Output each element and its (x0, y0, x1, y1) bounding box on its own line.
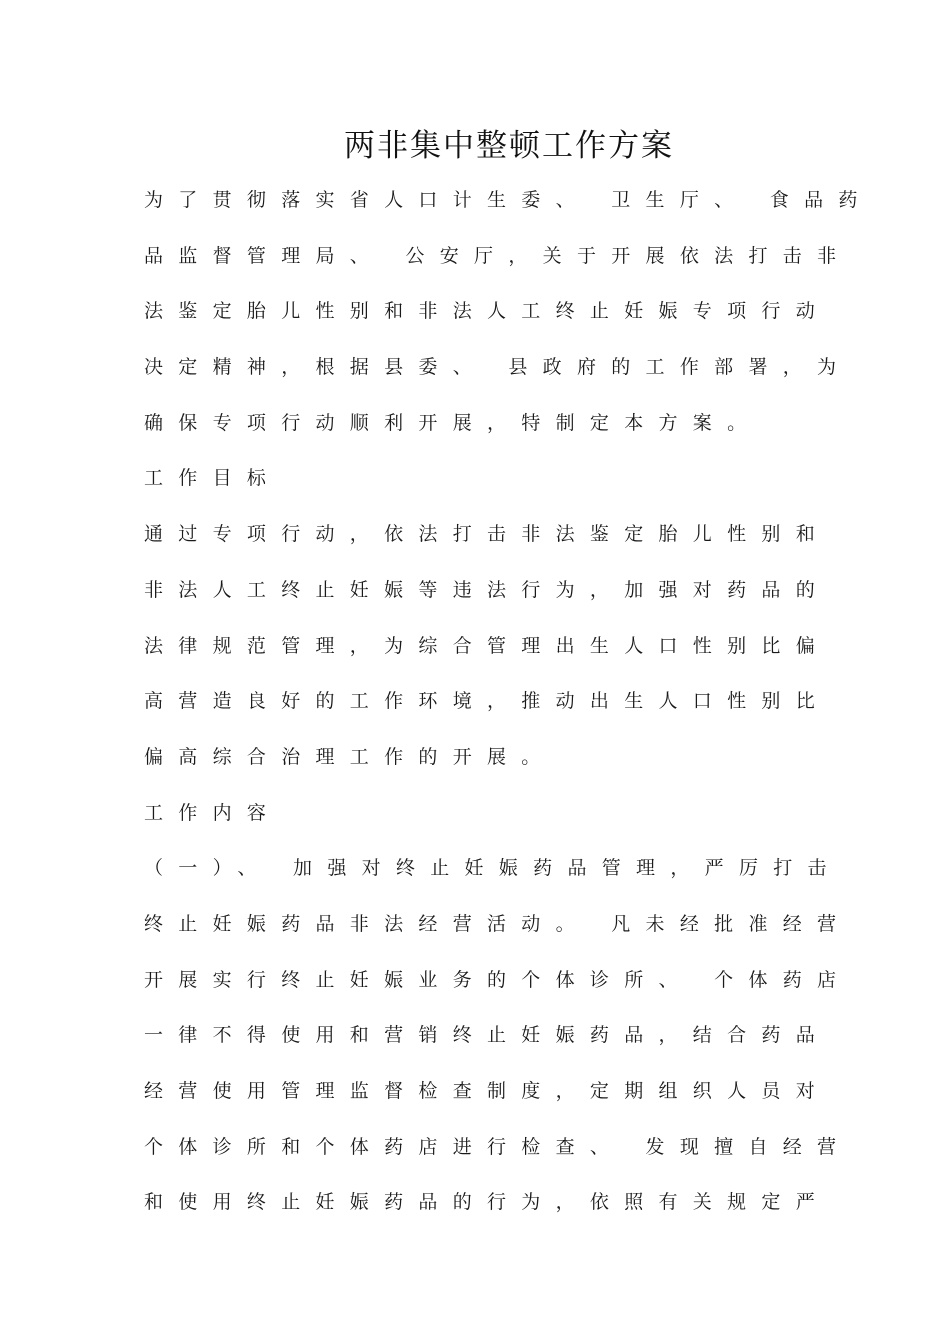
paragraph-line: 经营使用管理监督检查制度，定期组织人员对 (144, 1080, 831, 1102)
section-heading: 工作内容 (144, 801, 282, 824)
paragraph-line: 高营造良好的工作环境，推动出生人口性别比 (144, 690, 831, 713)
paragraph-line: （一）、 加强对终止妊娠药品管理，严厉打击 (144, 857, 842, 880)
paragraph-line: 通过专项行动，依法打击非法鉴定胎儿性别和 (144, 523, 831, 546)
section-heading: 工作目标 (144, 467, 282, 490)
paragraph-line: 个体诊所和个体药店进行检查、 发现擅自经营 (144, 1135, 852, 1158)
paragraph-line: 品监督管理局、 公安厅，关于开展依法打击非 (144, 244, 852, 267)
paragraph-line: 开展实行终止妊娠业务的个体诊所、 个体药店 (144, 968, 852, 991)
paragraph-line: 非法人工终止妊娠等违法行为，加强对药品的 (144, 578, 831, 601)
paragraph-line: 为了贯彻落实省人口计生委、 卫生厅、 食品药 (144, 189, 873, 211)
paragraph-line: 和使用终止妊娠药品的行为，依照有关规定严 (144, 1191, 831, 1214)
paragraph-line: 确保专项行动顺利开展，特制定本方案。 (144, 411, 762, 434)
paragraph-line: 终止妊娠药品非法经营活动。 凡未经批准经营 (144, 912, 852, 935)
paragraph-line: 法鉴定胎儿性别和非法人工终止妊娠专项行动 (144, 300, 831, 323)
paragraph-line: 法律规范管理，为综合管理出生人口性别比偏 (144, 634, 831, 657)
paragraph-line: 偏高综合治理工作的开展。 (144, 745, 556, 768)
document-title: 两非集中整顿工作方案 (344, 128, 674, 164)
document-body (144, 180, 873, 1238)
paragraph-line: 决定精神，根据县委、 县政府的工作部署，为 (144, 356, 852, 379)
paragraph-line: 一律不得使用和营销终止妊娠药品，结合药品 (144, 1024, 831, 1047)
